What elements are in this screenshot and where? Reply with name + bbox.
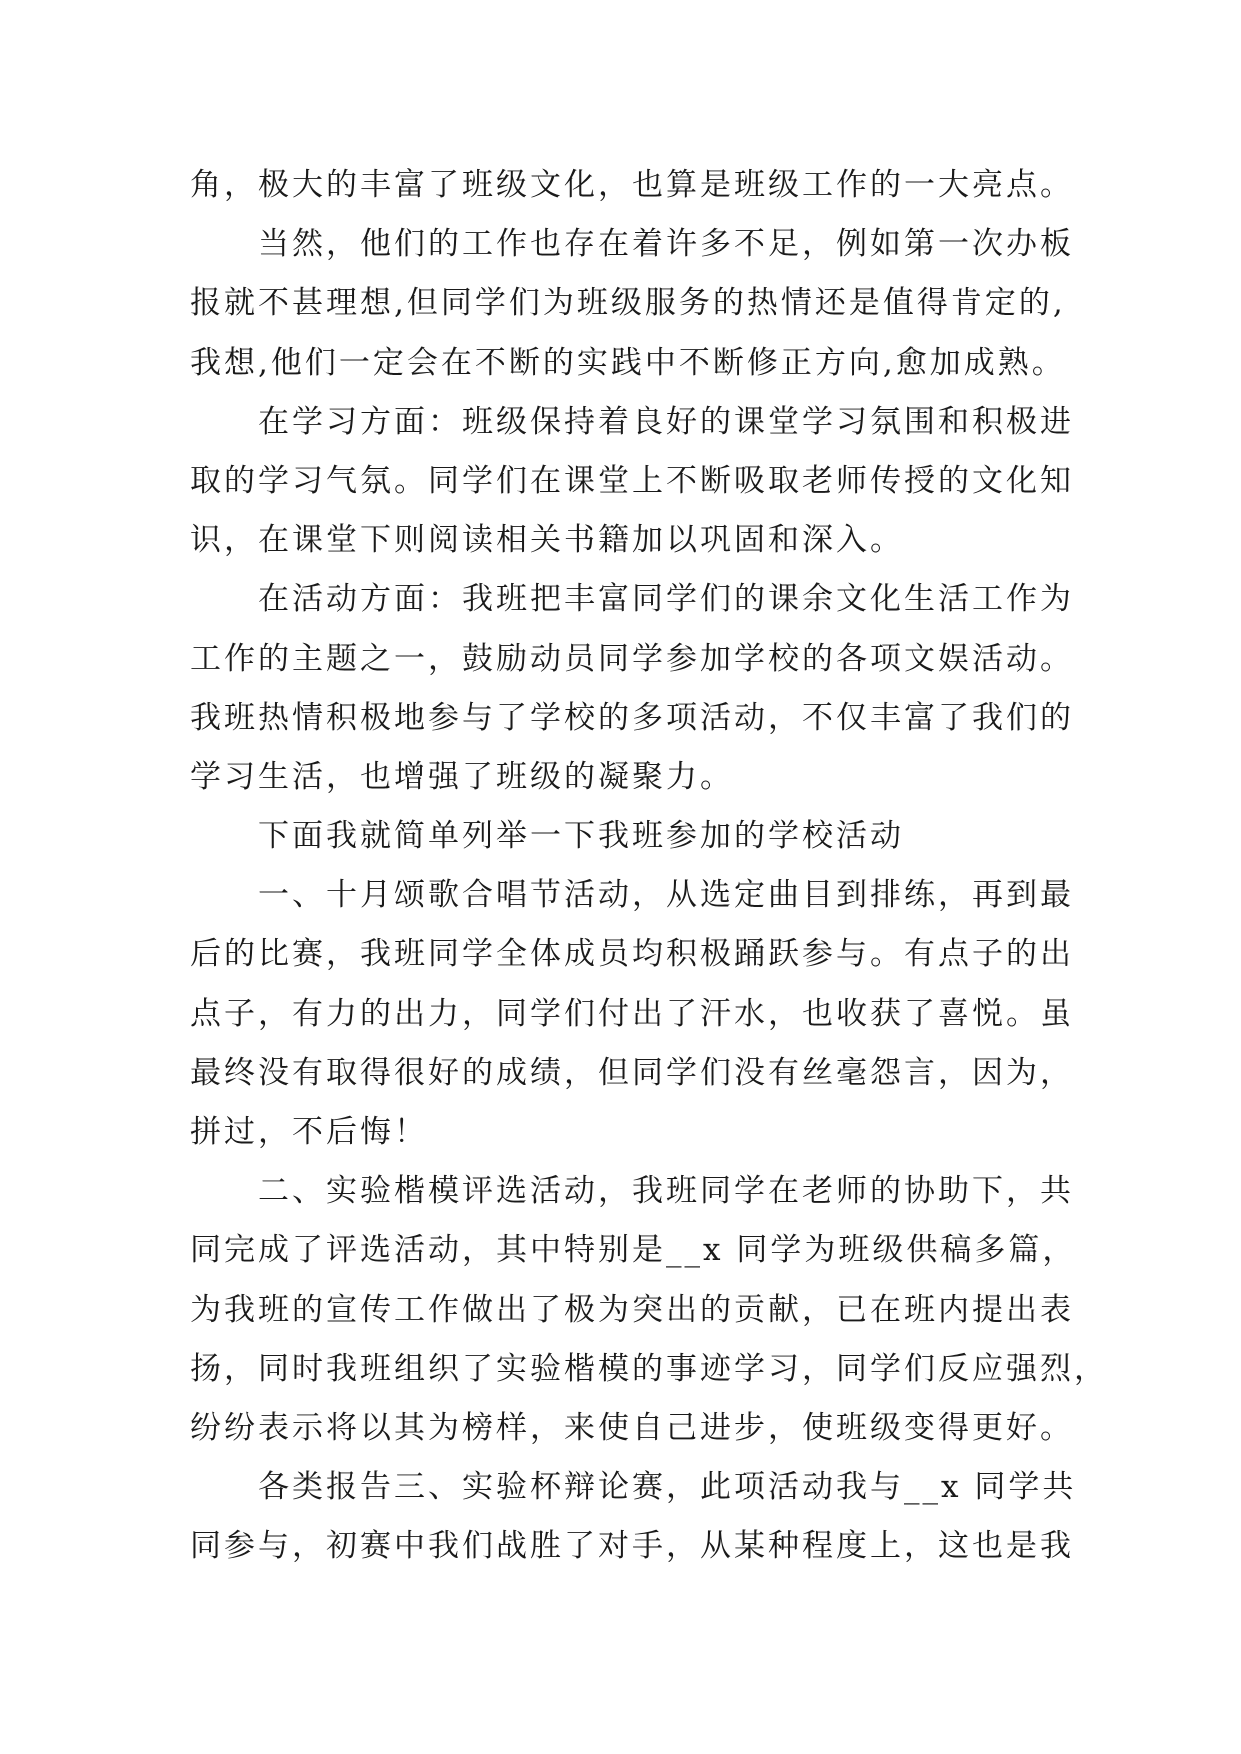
text-line: 报就不甚理想,但同学们为班级服务的热情还是值得肯定的, bbox=[190, 285, 1066, 322]
text-line: 各类报告三、实验杯辩论赛，此项活动我与__x 同学共 bbox=[258, 1469, 1077, 1506]
text-line: 纷纷表示将以其为榜样，来使自己进步，使班级变得更好。 bbox=[190, 1409, 1074, 1446]
text-line: 后的比赛，我班同学全体成员均积极踊跃参与。有点子的出 bbox=[190, 936, 1074, 973]
text-line: 同完成了评选活动，其中特别是__x 同学为班级供稿多篇， bbox=[190, 1232, 1077, 1269]
text-line: 当然，他们的工作也存在着许多不足，例如第一次办板 bbox=[258, 226, 1074, 263]
text-line: 工作的主题之一，鼓励动员同学参加学校的各项文娱活动。 bbox=[190, 640, 1074, 677]
text-line: 二、实验楷模评选活动，我班同学在老师的协助下，共 bbox=[258, 1173, 1074, 1210]
text-line: 在活动方面：我班把丰富同学们的课余文化生活工作为 bbox=[258, 581, 1074, 618]
document-body bbox=[190, 156, 1108, 1577]
text-line: 我想,他们一定会在不断的实践中不断修正方向,愈加成熟。 bbox=[190, 344, 1066, 381]
text-line: 取的学习气氛。同学们在课堂上不断吸取老师传授的文化知 bbox=[190, 462, 1074, 499]
text-line: 学习生活，也增强了班级的凝聚力。 bbox=[190, 758, 734, 795]
text-line: 一、十月颂歌合唱节活动，从选定曲目到排练，再到最 bbox=[258, 877, 1074, 914]
text-line: 同参与，初赛中我们战胜了对手，从某种程度上，这也是我 bbox=[190, 1528, 1074, 1565]
text-line: 最终没有取得很好的成绩，但同学们没有丝毫怨言，因为， bbox=[190, 1054, 1074, 1091]
text-line: 识，在课堂下则阅读相关书籍加以巩固和深入。 bbox=[190, 522, 904, 559]
text-line: 扬，同时我班组织了实验楷模的事迹学习，同学们反应强烈， bbox=[190, 1350, 1108, 1387]
text-line: 点子，有力的出力，同学们付出了汗水，也收获了喜悦。虽 bbox=[190, 995, 1074, 1032]
text-line: 角，极大的丰富了班级文化，也算是班级工作的一大亮点。 bbox=[190, 167, 1074, 203]
text-line: 下面我就简单列举一下我班参加的学校活动 bbox=[258, 818, 904, 855]
text-line: 在学习方面：班级保持着良好的课堂学习氛围和积极进 bbox=[258, 403, 1074, 440]
text-line: 拼过，不后悔！ bbox=[190, 1114, 428, 1150]
text-line: 我班热情积极地参与了学校的多项活动，不仅丰富了我们的 bbox=[190, 699, 1074, 736]
text-line: 为我班的宣传工作做出了极为突出的贡献，已在班内提出表 bbox=[190, 1291, 1074, 1328]
